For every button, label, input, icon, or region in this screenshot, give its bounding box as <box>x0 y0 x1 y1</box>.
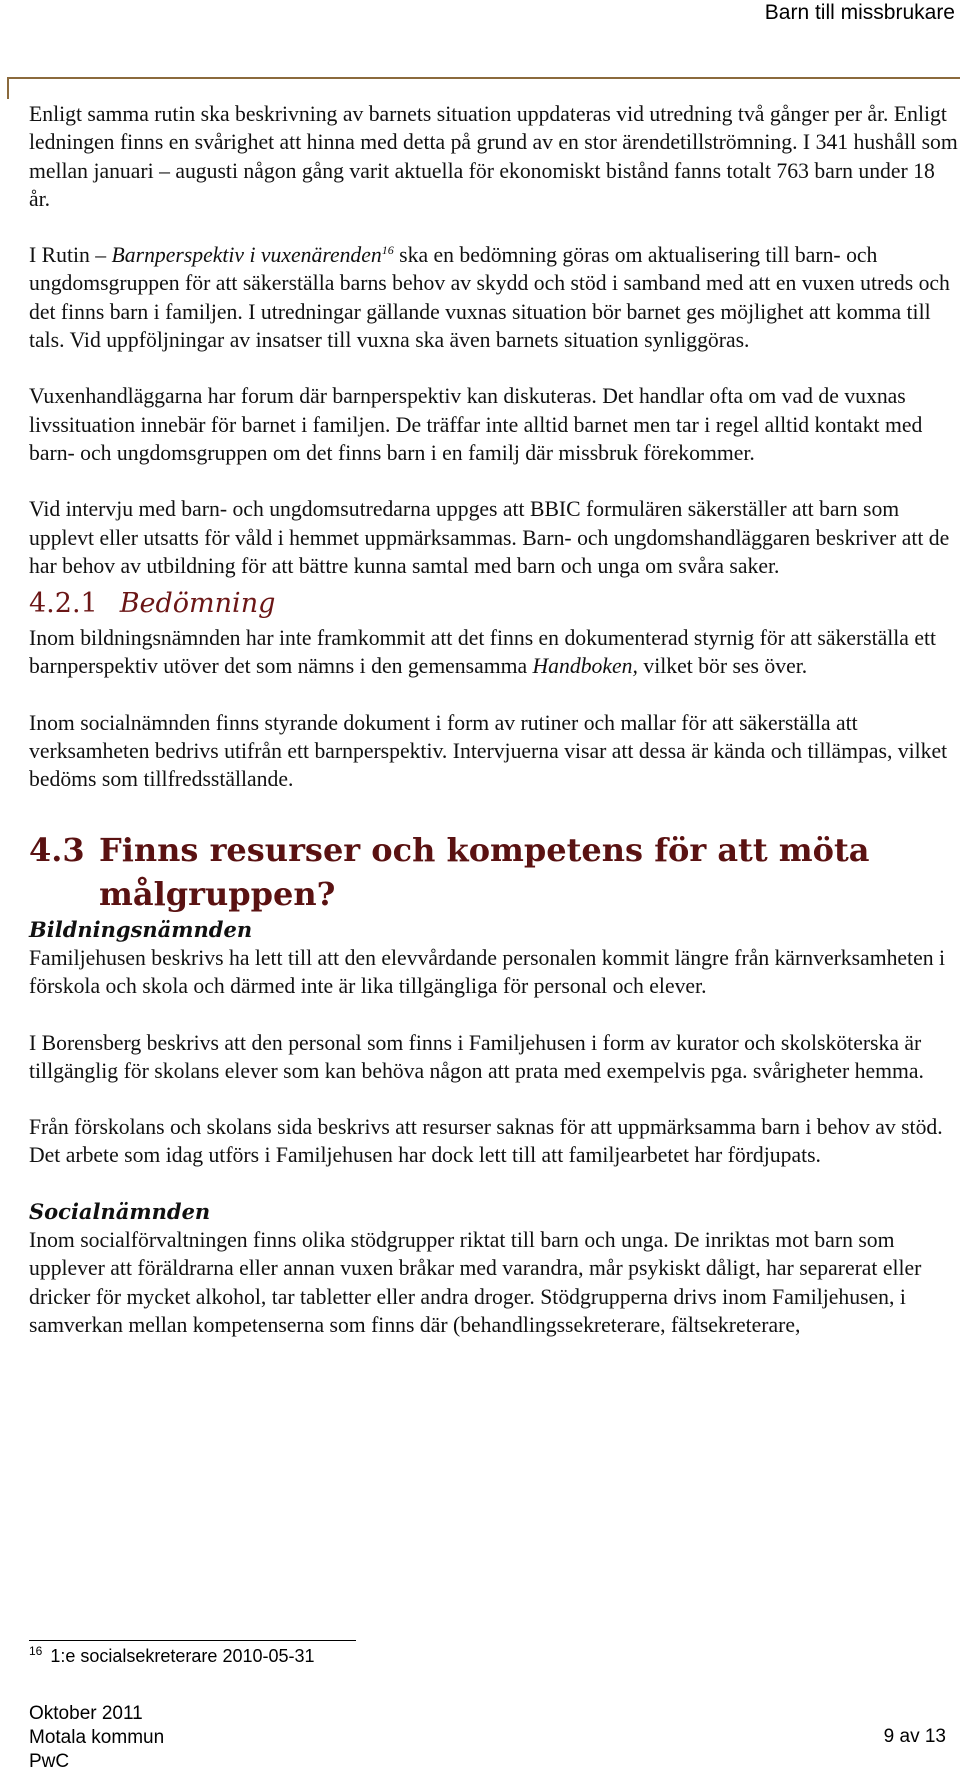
text-run: vilket bör ses över. <box>637 654 808 679</box>
paragraph: Från förskolans och skolans sida beskrivs att resurser saknas för att uppmärksamma barn i behov av stöd. Det arbete som idag utförs i Familjehusen har dock lett till att familjearbetet har fördjupats. <box>29 1115 943 1168</box>
header-rule <box>7 77 960 79</box>
footer <box>29 1702 164 1774</box>
paragraph: Enligt samma rutin ska beskrivning av barnets situation uppdateras vid utredning två gånger per år. Enligt ledningen finns en svårighet att hinna med detta på grund av en stor ärendetillströmning. I 341 hushåll som mellan januari – augusti någon gång varit aktuella för ekonomiskt bistånd fanns totalt 763 barn under 18 år. <box>29 102 958 211</box>
footer-date: Oktober 2011 <box>29 1703 143 1724</box>
running-header: Barn till missbrukare <box>764 1 955 24</box>
handbook-title: Handboken, <box>532 654 638 679</box>
footnote-ref: 16 <box>381 242 394 257</box>
text-run: Inom bildningsnämnden har inte framkommit att det finns en dokumenterad styrnig för att säkerställa ett barnperspektiv utöver det som nämns i den gemensamma <box>29 626 937 679</box>
footnote-rule <box>29 1640 356 1641</box>
paragraph: Vid intervju med barn- och ungdomsutredarna uppges att BBIC formulären säkerställer att barn som upplevt eller utsatts för våld i hemmet uppmärksammas. Barn- och ungdomshandläggaren beskriver att de har behov av utbildning för att bättre kunna samtal med barn och unga om svåra saker. <box>29 497 950 578</box>
section-title: Finns resurser och kompetens för att möta målgruppen? <box>99 830 870 913</box>
paragraph: Inom socialnämnden finns styrande dokument i form av rutiner och mallar för att säkerställa att verksamheten bedrivs utifrån ett barnperspektiv. Intervjuerna visar att dessa är kända och tillämpas, vilket bedöms som tillfredsställande. <box>29 710 948 792</box>
paragraph: Familjehusen beskrivs ha lett till att den elevvårdande personalen kommit längre från kärnverksamheten i förskola och skola och därmed inte är lika tillgängliga för personal och elever. <box>29 945 946 999</box>
footer-org: Motala kommun <box>29 1727 165 1748</box>
section-number: 4.2.1 <box>29 588 98 620</box>
footnote <box>29 1646 315 1667</box>
page-number: 9 av 13 <box>883 1726 946 1747</box>
subheading: Bildningsnämnden <box>29 916 253 942</box>
paragraph: Inom socialförvaltningen finns olika stödgrupper riktat till barn och unga. De inriktas mot barn som upplever att föräldrarna eller annan vuxen bråkar med varandra, mår psykiskt dåligt, har separerat eller dricker för mycket alkohol, tar tabletter eller andra droger. Stödgrupperna drivs inom Familjehusen, i samverkan mellan kompetenserna som finns där (behandlingssekreterare, fältsekreterare, <box>29 1228 922 1337</box>
footnote-text: 1:e socialsekreterare 2010-05-31 <box>50 1646 315 1666</box>
footer-company: PwC <box>29 1751 70 1772</box>
section-number: 4.3 <box>29 830 85 869</box>
section-heading-4-3 <box>29 828 959 916</box>
section-heading-4-2-1 <box>29 588 959 620</box>
section-title: Bedömning <box>119 588 276 620</box>
text-run: I Rutin – <box>29 243 112 268</box>
paragraph <box>29 241 959 354</box>
paragraph: I Borensberg beskrivs att den personal som finns i Familjehusen i form av kurator och skolsköterska är tillgänglig för skolans elever som kan behöva någon att prata med exempelvis pga. svårigheter hemma. <box>29 1030 924 1083</box>
header-rule-corner <box>7 77 9 99</box>
body-content <box>29 100 959 1339</box>
text-run: ska en bedömning göras om aktualisering till barn- och ungdomsgruppen för att säkerställa barns behov av skydd och stöd i samband med att en vuxen utreds och det finns barn i familjen. I utredningar gällande vuxnas situation bör barnet ges möjlighet att komma till tals. Vid uppföljningar av insatser till vuxna ska även barnets situation synliggöras. <box>29 243 950 353</box>
subheading: Socialnämnden <box>29 1198 211 1224</box>
routine-title: Barnperspektiv i vuxenärenden <box>111 243 382 268</box>
footnote-number: 16 <box>29 1644 43 1658</box>
paragraph <box>29 624 959 681</box>
paragraph: Vuxenhandläggarna har forum där barnperspektiv kan diskuteras. Det handlar ofta om vad de vuxnas livssituation innebär för barnet i familjen. De träffar inte alltid barnet men tar i regel alltid kontakt med barn- och ungdomsgruppen om det finns barn i en familj där missbruk förekommer. <box>29 384 923 465</box>
